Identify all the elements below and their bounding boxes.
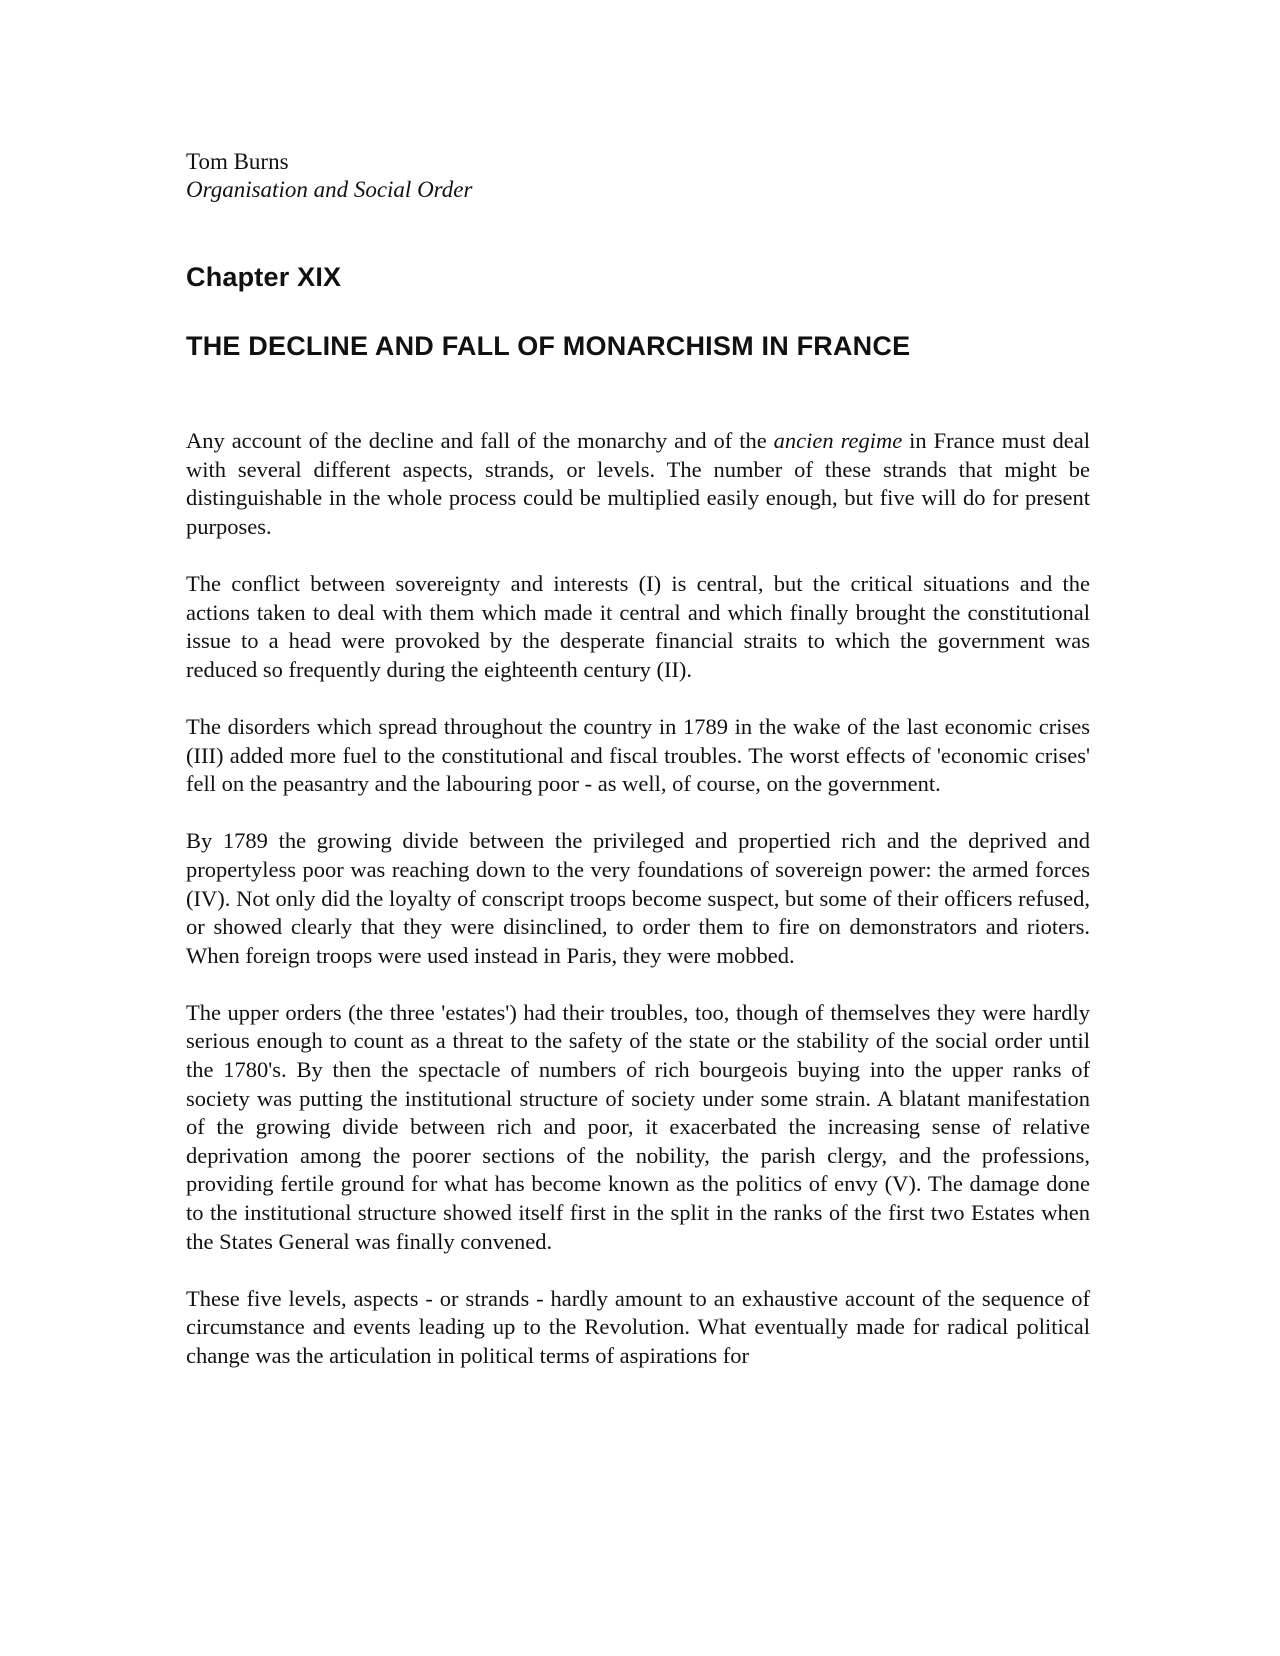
paragraph-6: These five levels, aspects - or strands - hardly amount to an exhaustive account of the sequence of circumstance and events leading up to the Revolution. What eventually made for radical political change was the articulation in political terms of aspirations for — [186, 1285, 1090, 1368]
paragraph-1-after: in France must deal with several different aspects, strands, or levels. The number of these strands that might be distinguishable in the whole process could be multiplied easily enough, but five will do for present purposes. — [186, 428, 1090, 539]
author-name: Tom Burns — [186, 149, 289, 174]
chapter-label: Chapter XIX — [186, 262, 342, 292]
paragraph-3: The disorders which spread throughout the country in 1789 in the wake of the last economic crises (III) added more fuel to the constitutional and fiscal troubles. The worst effects of 'economic crises' fell on the peasantry and the labouring poor - as well, of course, on the government. — [186, 713, 1090, 797]
paragraph-1-before: Any account of the decline and fall of the monarchy and of the — [186, 428, 774, 453]
paragraph-4: By 1789 the growing divide between the privileged and propertied rich and the deprived and propertyless poor was reaching down to the very foundations of sovereign power: the armed forces (IV). Not only did the loyalty of conscript troops become suspect, but some of their officers refused, or showed clearly that they were disinclined, to order them to fire on demonstrators and rioters. When foreign troops were used instead in Paris, they were mobbed. — [186, 828, 1090, 968]
chapter-title: THE DECLINE AND FALL OF MONARCHISM IN FRANCE — [186, 331, 911, 361]
book-title: Organisation and Social Order — [186, 177, 473, 202]
body-text — [186, 427, 1090, 1371]
document-page — [186, 148, 1090, 1399]
paragraph-2: The conflict between sovereignty and interests (I) is central, but the critical situations and the actions taken to deal with them which made it central and which finally brought the constitutional issue to a head were provoked by the desperate financial straits to which the government was reduced so frequently during the eighteenth century (II). — [186, 570, 1090, 682]
paragraph-1 — [186, 427, 1090, 541]
paragraph-5: The upper orders (the three 'estates') had their troubles, too, though of themselves they were hardly serious enough to count as a threat to the safety of the state or the stability of the social order until the 1780's. By then the spectacle of numbers of rich bourgeois buying into the upper ranks of society was putting the institutional structure of society under some strain. A blatant manifestation of the growing divide between rich and poor, it exacerbated the increasing sense of relative deprivation among the poorer sections of the nobility, the parish clergy, and the professions, providing fertile ground for what has become known as the politics of envy (V). The damage done to the institutional structure showed itself first in the split in the ranks of the first two Estates when the States General was finally convened. — [186, 999, 1090, 1254]
paragraph-1-italic-term: ancien regime — [773, 428, 903, 453]
